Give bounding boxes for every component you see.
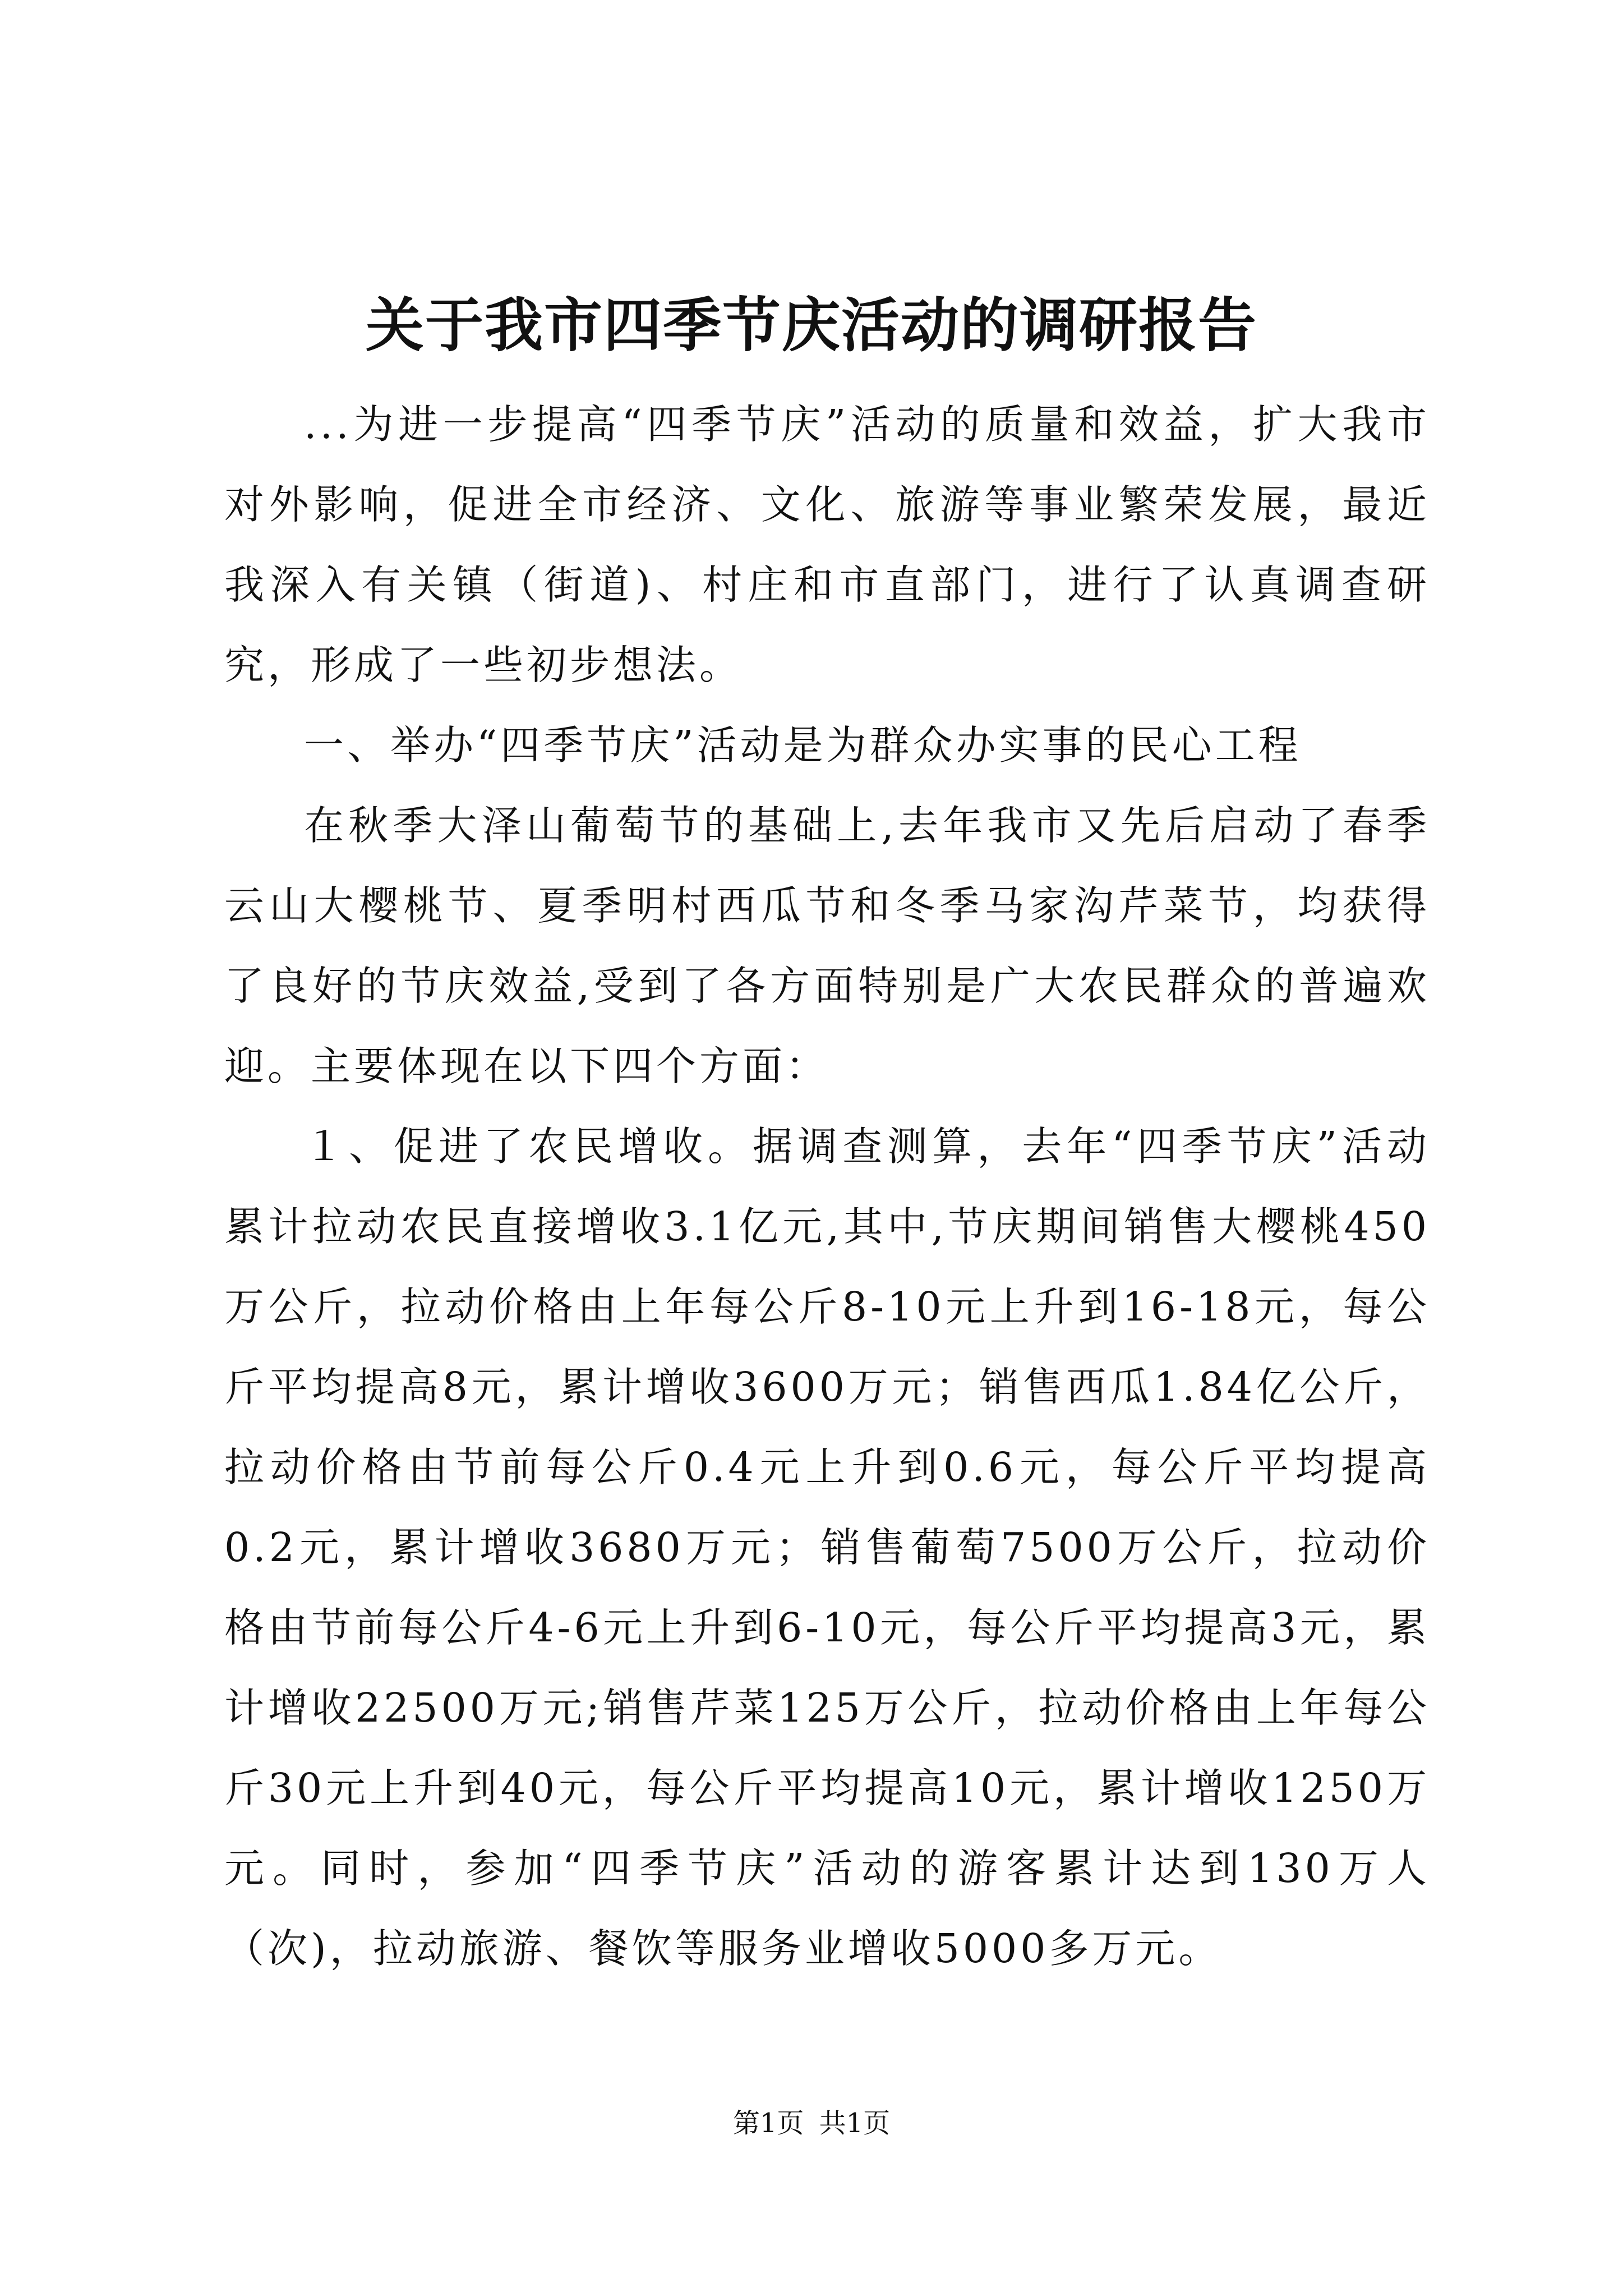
paragraph-intro: ...为进一步提高“四季节庆”活动的质量和效益，扩大我市对外影响，促进全市经济、文化、旅游等事业繁荣发展，最近我深入有关镇（街道)、村庄和市直部门，进行了认真调查研究，形成了一些初步想法。: [224, 401, 1430, 688]
document-title: 关于我市四季节庆活动的调研报告: [365, 291, 1257, 360]
section-heading-1: 一、举办“四季节庆”活动是为群众办实事的民心工程: [304, 722, 1302, 769]
page-footer: [0, 2106, 1623, 2140]
document-body: [224, 384, 1430, 1989]
paragraph-point-1: １、促进了农民增收。据调查测算，去年“四季节庆”活动累计拉动农民直接增收3.1亿元,其中,节庆期间销售大樱桃450万公斤，拉动价格由上年每公斤8-10元上升到16-18元，每公斤平均提高8元，累计增收3600万元；销售西瓜1.84亿公斤，拉动价格由节前每公斤0.4元上升到0.6元，每公斤平均提高0.2元，累计增收3680万元；销售葡萄7500万公斤，拉动价格由节前每公斤4-6元上升到6-10元，每公斤平均提高3元，累计增收22500万元;销售芹菜125万公斤，拉动价格由上年每公斤30元上升到40元，每公斤平均提高10元，累计增收1250万元。同时，参加“四季节庆”活动的游客累计达到130万人（次)，拉动旅游、餐饮等服务业增收5000多万元。: [224, 1123, 1430, 1972]
page-number: 第1页: [732, 2108, 804, 2139]
page-total: 共1页: [819, 2108, 891, 2139]
paragraph-background: 在秋季大泽山葡萄节的基础上,去年我市又先后启动了春季云山大樱桃节、夏季明村西瓜节和冬季马家沟芹菜节，均获得了良好的节庆效益,受到了各方面特别是广大农民群众的普遍欢迎。主要体现在以下四个方面：: [224, 802, 1430, 1089]
